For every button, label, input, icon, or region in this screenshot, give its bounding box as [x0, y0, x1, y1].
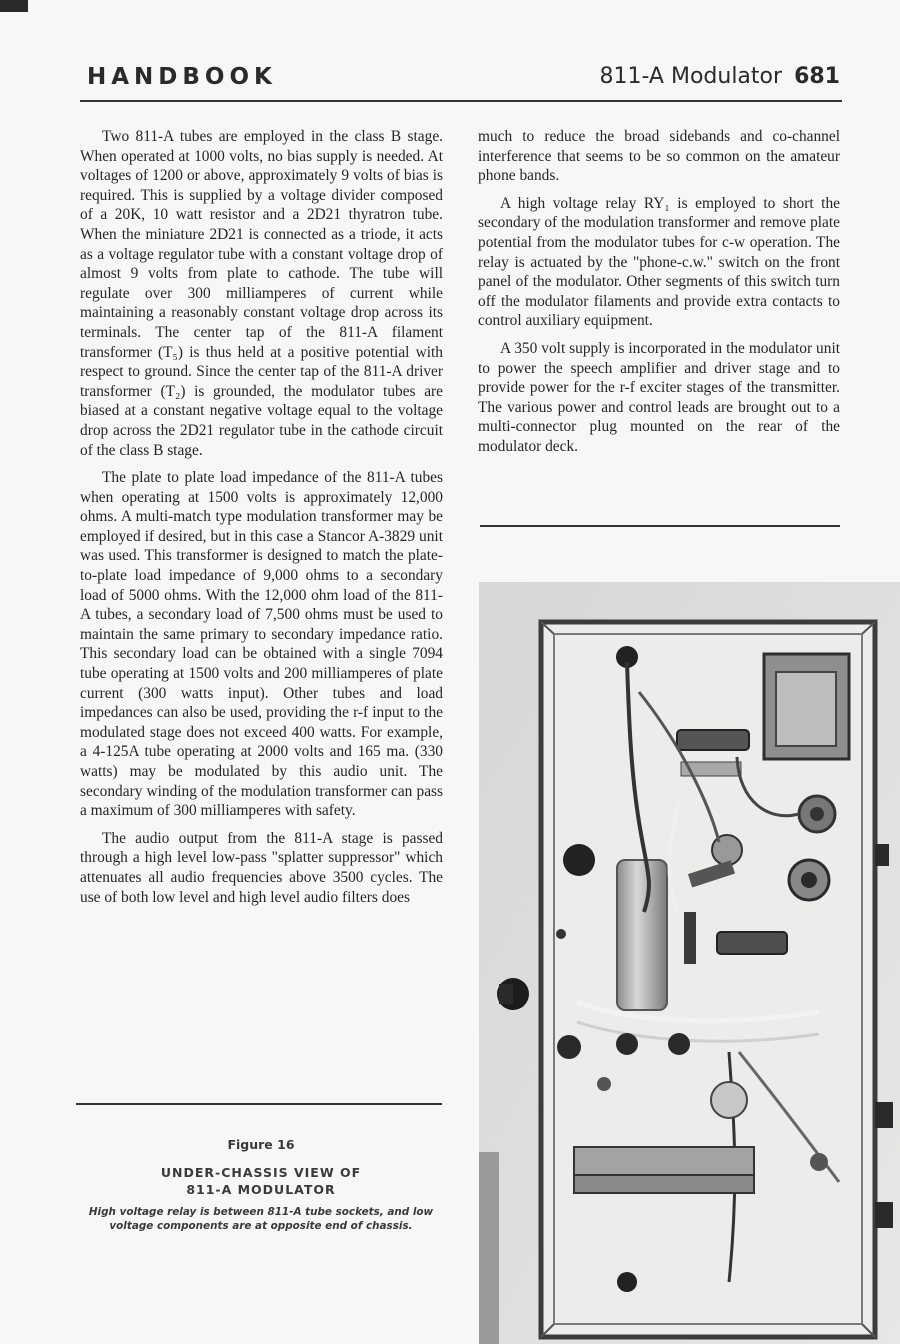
- page-header: [87, 60, 840, 100]
- paragraph: The audio output from the 811-A stage is passed through a high level low-pass "splatter suppressor" which attenuates all audio frequencies above 3500 cycles. The use of both low level and high level audio filters does: [80, 829, 443, 906]
- section-title: [599, 64, 840, 89]
- page-number: 681: [794, 64, 840, 89]
- paragraph: much to reduce the broad sidebands and co-channel interference that seems to be so common on the amateur phone bands.: [478, 128, 840, 185]
- column-end-rule: [76, 1103, 442, 1105]
- left-column: [80, 127, 443, 915]
- paragraph: A 350 volt supply is incorporated in the modulator unit to power the speech amplifier and driver stage and to provide power for the r-f exciter stages of the transmitter. The various power and control leads are brought out to a multi-connector plug mounted on the rear of the modulator deck.: [478, 339, 840, 455]
- paragraph: Two 811-A tubes are employed in the class B stage. When operated at 1000 volts, no bias supply is needed. At voltages of 1200 or above, approximately 9 volts of bias is required. This is supplied by a voltage divider composed of a 20K, 10 watt resistor and a 2D21 thyratron tube. When the miniature 2D21 is connected as a triode, it acts as a voltage regulator tube with a constant voltage drop of almost 9 volts from plate to cathode. The tube will regulate over 300 milliamperes of current while maintaining a reasonably constant voltage drop across its terminals. The center tap of the 811-A filament transformer (T₅) is thus held at a positive potential with respect to ground. Since the center tap of the 811-A driver transformer (T₂) is grounded, the modulator tubes are biased at a constant negative voltage equal to the voltage drop across the 2D21 regulator tube in the cathode circuit of the class B stage.: [80, 128, 443, 459]
- paragraph: A high voltage relay RY₁ is employed to short the secondary of the modulation transformer and remove plate potential from the modulator tubes for c-w operation. The relay is actuated by the "phone-c.w." switch on the front panel of the modulator. Other segments of this switch turn off the modulator filaments and provide extra contacts to control auxiliary equipment.: [478, 194, 840, 330]
- figure-label: Figure 16: [227, 1137, 295, 1152]
- column-end-rule: [480, 525, 840, 527]
- section-name: 811-A Modulator: [599, 64, 783, 89]
- chassis-photo: [479, 582, 900, 1344]
- paragraph: The plate to plate load impedance of the 811-A tubes when operating at 1500 volts is approximately 12,000 ohms. A multi-match type modulation transformer may be employed if desired, but in this case a Stancor A-3829 unit was used. This transformer is designed to match the plate-to-plate load impedance of 9,000 ohms to a secondary load of 5000 ohms. With the 12,000 ohm load of the 811-A tubes, a secondary load of 7,500 ohms must be used to maintain the same primary to secondary impedance ratio. This secondary load can be obtained with a single 7094 tube operating at 1500 volts and 200 milliamperes of plate current (300 watts input). Other tubes and load impedances can also be used, providing the r-f input to the modulated stage does not exceed 400 watts. For example, a 4-125A tube operating at 2000 volts and 165 ma. (330 watts) may be modulated by this audio unit. The secondary winding of the modulation transformer can pass a maximum of 300 milliamperes with safety.: [80, 469, 443, 820]
- corner-mark: [0, 0, 28, 12]
- header-rule: [80, 100, 842, 102]
- running-title: HANDBOOK: [87, 64, 277, 90]
- right-column: [478, 127, 840, 465]
- figure-title-line-2: 811-A MODULATOR: [186, 1182, 336, 1197]
- figure-caption: [80, 1137, 442, 1233]
- chassis-illustration: [479, 582, 900, 1344]
- figure-title-line-1: UNDER-CHASSIS VIEW OF: [160, 1165, 362, 1180]
- figure-description: High voltage relay is between 811-A tube sockets, and low voltage components are at opposite end of chassis.: [88, 1206, 434, 1232]
